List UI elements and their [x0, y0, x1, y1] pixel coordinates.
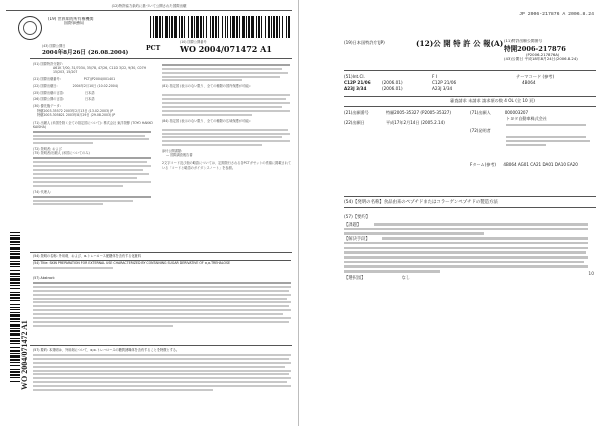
lang: 日本語	[84, 91, 95, 96]
pub-rule	[30, 58, 292, 59]
fi1: C12P 21/06	[432, 80, 457, 85]
intl-pub-date-label: (43) 国際公開日	[42, 44, 66, 48]
filing-date: 2004年2月10日 (10.02.2004)	[72, 84, 119, 89]
fterm-label: Fターム(参考)	[470, 162, 497, 167]
priority-1: 特願2003-35572 2003年2月13日 (13.02.2003) JP	[37, 108, 114, 113]
pub-no-sub: (P2006-217876A)	[526, 53, 560, 58]
jp-publication-page	[300, 0, 600, 426]
jp-app-no: 特願2005-35327 (P2005-35327)	[386, 110, 451, 115]
jp-office-label: (19)日本国特許庁(JP)	[344, 40, 385, 45]
exam-status: 審査請求 未請求 請求項の数 4 OL (全 10 頁)	[450, 98, 535, 103]
filing-label: (22)出願日	[344, 120, 365, 125]
cls1: C12P 21/06	[344, 80, 371, 85]
designated-label: (81) 指定国 (表示のない限り、全ての種類の国内保護が可能):	[162, 84, 251, 89]
org-sub: 国際事務局	[64, 21, 84, 26]
title-rule	[30, 252, 292, 253]
barcode-bar	[10, 381, 20, 382]
theme-label: テーマコード (参考)	[516, 74, 555, 79]
abstract-label: (57) Abstract:	[33, 276, 56, 280]
barcode-bar	[288, 16, 290, 38]
abstract-en	[33, 276, 291, 329]
fterm: 4B064 AG01 CA21 DA01 DA10 EA20	[503, 162, 578, 167]
attached-label: 添付公開書類:	[162, 149, 183, 154]
org-label: (19) 世界知的所有権機関	[48, 17, 94, 21]
ipc-label: (51) 国際特許分類7:	[33, 62, 63, 66]
pub-no-label: (11)特許出願公開番号	[504, 39, 543, 43]
theme-code: 4B064	[522, 80, 536, 85]
title-en: (54) Title: SKIN PREPARATION FOR EXTERNAL USE CHARACTERIZED BY CONTAINING SUGAR DERIVATIVE OF α,α-TREHALOSE	[33, 261, 231, 266]
inventor-label: (72) 発明者; および	[33, 147, 62, 152]
inventor-label-2: (75) 発明者/出願人 (米国についてのみ)	[33, 151, 90, 156]
pub-lang-label: (26) 国際公開の言語:	[33, 97, 64, 102]
header-rule	[6, 10, 292, 11]
applicant-block	[470, 110, 596, 149]
cls1-year: (2006.01)	[382, 80, 403, 85]
summary-label: (57)【要約】	[344, 215, 371, 220]
priority-2: 特願2003-305821 2003年8月29日 (29.08.2003) JP	[37, 112, 116, 117]
summary-block	[344, 214, 588, 282]
classification-block	[344, 74, 596, 92]
abstract-rule	[30, 345, 292, 346]
wo-publication-page	[0, 0, 299, 426]
title-rule-right	[344, 196, 596, 197]
fig-value: なし	[401, 275, 411, 281]
biblio-column	[33, 62, 153, 207]
jp-applicant-label: (71)出願人	[470, 110, 491, 115]
title-ja: (54) 発明の名称: 外用剤、および、α-トレハロース配糖体を含有する化粧料	[33, 254, 142, 258]
top-stamp: JP 2006-217876 A 2006.8.24	[519, 12, 594, 17]
filing-date-label: (22) 国際出願日:	[33, 84, 58, 89]
designated-label-2: (84) 指定国 (表示のない限り、全ての種類の広域保護が可能):	[162, 118, 251, 123]
class-rule	[344, 96, 596, 97]
intl-pub-date: 2004年8月26日 (26.08.2004)	[42, 50, 129, 57]
pub-date: (43)公開日 平成18年8月24日(2006.8.24)	[504, 57, 578, 62]
side-pub-no: WO 2004/071472 A1	[20, 320, 29, 390]
pub-lang: 日本語	[84, 97, 95, 102]
applicant-code: 000003207	[504, 110, 529, 115]
title-rule-right-2	[344, 207, 596, 208]
attached-item: — 国際調査報告書	[166, 153, 193, 158]
jp-inventor-label: (72)発明者	[470, 128, 491, 134]
pct-header-line: (12)特許協力条約に基づいて公開された国際出願	[111, 4, 187, 8]
invention-title: (54)【発明の名称】食品由来のペプチドまたはコラーゲンペプチドの製造方法	[344, 200, 498, 205]
margin-line-number: 10	[588, 272, 594, 277]
fi-label: F I	[432, 74, 437, 79]
fig-label: 【選択図】	[344, 275, 366, 281]
solution-label: 【解決手段】	[344, 237, 370, 243]
abstract-ja-label: (57) 要約: 本発明は、外用剤について、α,α-トレハロースの糖質誘導体を含有することを特徴とする。	[33, 348, 180, 352]
doc-type: (12)公 開 特 許 公 報(A)	[416, 39, 504, 48]
cls2: A23J 3/34	[344, 86, 367, 91]
fi2: A23J 3/34	[432, 86, 453, 91]
pct-mark: PCT	[146, 45, 161, 52]
intl-pub-no: WO 2004/071472 A1	[180, 44, 272, 55]
agent-label: (74) 代理人:	[33, 189, 52, 194]
applicant-name: トヨタ自動車株式会社	[506, 116, 547, 121]
cls2-year: (2006.01)	[382, 86, 403, 91]
ipc-value: A61K 7/00, 31/7034, 35/78, 47/26, C11D 3/22, 9/30, C07H 15/203, 15/207	[53, 66, 147, 75]
jp-filing-date: 平成17年2月14日 (2005.2.14)	[386, 120, 445, 125]
top-barcode	[150, 16, 290, 38]
exam-rule	[344, 106, 596, 107]
app-no-label: (21) 国際出願番号:	[33, 77, 61, 82]
int-cl-label: (51)Int.Cl.	[344, 74, 365, 79]
app-no: PCT/JP2004/001401	[83, 77, 116, 82]
side-barcode	[10, 232, 20, 382]
priority-label: (30) 優先権データ:	[33, 104, 61, 109]
applicant-label: (71) 出願人 (米国を除く全ての指定国について): 株式会社 東洋発酵 (TOYO HAKKO KAISHA)	[33, 120, 153, 129]
lang-label: (25) 国際出願の言語:	[33, 91, 64, 96]
app-no-label: (21)出願番号	[344, 110, 369, 115]
jp-header-rule	[344, 70, 596, 71]
problem-label: 【課題】	[344, 223, 362, 229]
designated-column	[162, 62, 292, 174]
wipo-logo	[18, 16, 42, 40]
pub-no: 特開2006-217876	[504, 45, 566, 54]
guidance-note: 2文字コード及び他の略語については、定期発行される各PCTガゼットの巻頭に掲載されている「コードと略語のガイダンスノート」を参照。	[162, 161, 292, 170]
abstract-ja	[33, 348, 291, 393]
intl-pub-no-label: (10) 国際公開番号	[180, 40, 207, 44]
